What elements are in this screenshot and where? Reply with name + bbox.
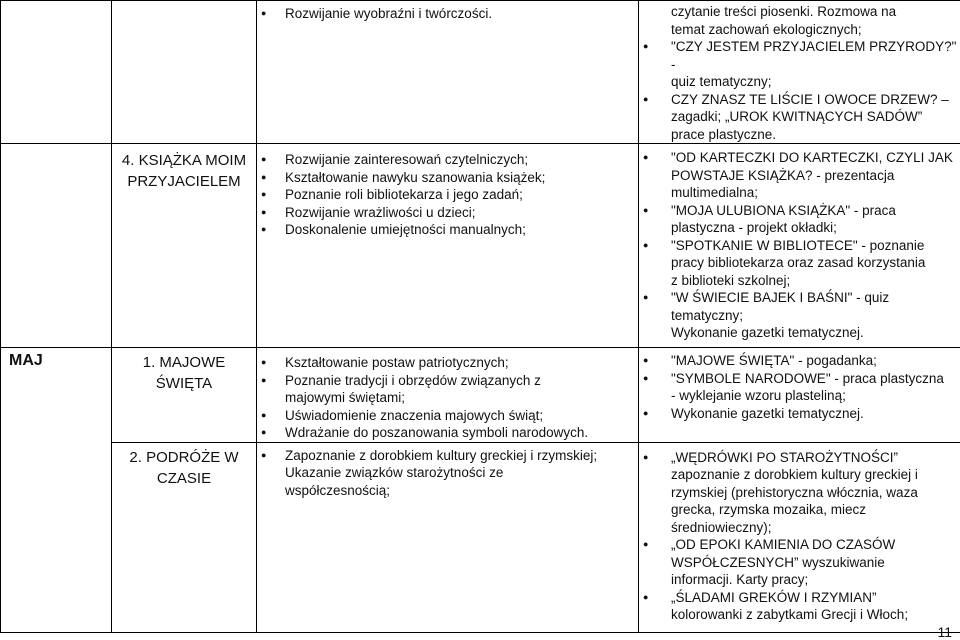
page-number: 11 [937,624,952,640]
methods-cell [639,442,960,632]
methods-list [639,1,960,143]
month-cell: MAJ [1,348,112,633]
list-item: ● „OD EPOKI KAMIENIA DO CZASÓW [639,536,960,554]
list-item: prace plastyczne. [671,126,777,142]
list-item: majowymi świętami; [285,390,406,405]
list-item: ● Uświadomienie znaczenia majowych świąt; [257,407,638,425]
goals-list [257,348,638,442]
list-item: ● "MAJOWE ŚWIĘTA" - pogadanka; [639,352,960,370]
topic-title: ŚWIĘTA [155,375,213,392]
list-item: ● CZY ZNASZ TE LIŚCIE I OWOCE DRZEW? – [639,91,960,109]
topic-title: PRZYJACIELEM [127,173,241,190]
methods-list [639,144,960,342]
list-item: średniowieczny); [671,519,772,535]
list-item: kolorowanki z zabytkami Grecji i Włoch; [671,607,909,622]
list-item: Ukazanie związków starożytności ze [285,465,504,480]
table-row [1,1,960,144]
list-item: Wykonanie gazetki tematycznej. [671,325,864,340]
list-item: ● "SYMBOLE NARODOWE" - praca plastyczna [639,370,960,388]
table-row [1,348,960,443]
list-item: rzymskiej (prehistoryczna włócznia, waza [671,484,918,500]
list-item: ● Kształtowanie nawyku szanowania książek; [257,169,638,187]
list-item: grecka, rzymska mozaika, miecz [671,502,867,517]
list-item: ● Wdrażanie do poszanowania symboli narodowych. [257,424,638,442]
methods-list [639,348,960,422]
list-item: ● „WĘDRÓWKI PO STAROŻYTNOŚCI” [639,449,960,467]
list-item: ● „ŚLADAMI GREKÓW I RZYMIAN” [639,589,960,607]
list-item: ● Rozwijanie wyobraźni i twórczości. [257,5,638,23]
list-item: informacji. Karty pracy; [671,572,809,587]
list-item: - wyklejanie wzoru plasteliną; [671,388,846,403]
methods-cell [639,1,960,144]
methods-cell [639,348,960,443]
goals-cell [257,144,639,348]
list-item: ● Rozwijanie wrażliwości u dzieci; [257,204,638,222]
list-item: WSPÓŁCZESNYCH” wyszukiwanie [671,554,885,570]
month-cell-empty [1,144,112,348]
goals-cell [257,442,639,632]
goals-list [257,144,638,239]
list-item: ● "OD KARTECZKI DO KARTECZKI, CZYLI JAK [639,149,960,167]
list-item: quiz tematyczny; [671,74,772,89]
list-item: czytanie treści piosenki. Rozmowa na [671,4,897,19]
table-row [1,442,960,632]
list-item: ● Poznanie roli bibliotekarza i jego zadań; [257,186,638,204]
goals-cell [257,1,639,144]
list-item: ● Kształtowanie postaw patriotycznych; [257,354,638,372]
methods-list [639,443,960,624]
topic-cell [112,442,257,632]
topic-cell [112,348,257,443]
list-item: ● Doskonalenie umiejętności manualnych; [257,221,638,239]
topic-title: 1. MAJOWE [142,354,226,371]
list-item: ● "CZY JESTEM PRZYJACIELEM PRZYRODY?" - [639,38,960,73]
methods-cell [639,144,960,348]
goals-list [257,443,638,500]
topic-title: 2. PODRÓŻE W [129,448,239,466]
list-item: zapoznanie z dorobkiem kultury greckiej i [671,467,918,482]
list-item: ● Rozwijanie zainteresowań czytelniczych; [257,151,638,169]
list-item: ● "MOJA ULUBIONA KSIĄŻKA" - praca [639,202,960,220]
list-item: współczesnością; [285,482,391,498]
month-cell-empty [1,1,112,144]
list-item: ● "W ŚWIECIE BAJEK I BAŚNI" - quiz [639,289,960,307]
list-item: POWSTAJE KSIĄŻKA? - prezentacja [671,167,895,183]
list-item: plastyczna - projekt okładki; [671,220,837,235]
list-item: temat zachowań ekologicznych; [671,21,862,37]
goals-list [257,1,638,23]
list-item: multimedialna; [671,185,759,200]
list-item: ● Poznanie tradycji i obrzędów związanych z [257,372,638,390]
list-item: tematyczny; [671,307,744,323]
list-item: zagadki; „UROK KWITNĄCYCH SADÓW” [671,109,923,124]
list-item: ● Zapoznanie z dorobkiem kultury greckiej i rzymskiej; [257,447,638,465]
goals-cell [257,348,639,443]
list-item: z biblioteki szkolnej; [671,272,791,288]
list-item: ● "SPOTKANIE W BIBLIOTECE" - poznanie [639,237,960,255]
topic-title: CZASIE [156,469,212,487]
topic-cell [112,144,257,348]
list-item: ● Wykonanie gazetki tematycznej. [639,405,960,423]
topic-cell-empty [112,1,257,144]
table-row [1,144,960,348]
topic-title: 4. KSIĄŻKA MOIM [121,152,247,169]
list-item: pracy bibliotekarza oraz zasad korzystania [671,255,926,270]
